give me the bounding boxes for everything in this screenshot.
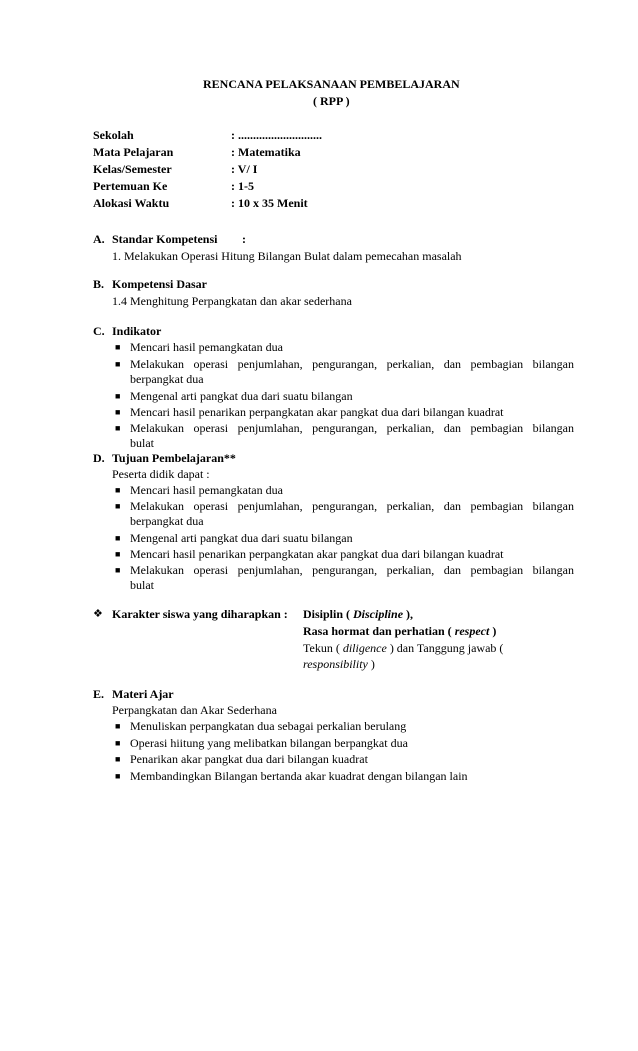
- karakter-value-line: Rasa hormat dan perhatian ( respect ): [303, 624, 497, 638]
- square-bullet-icon: ■: [115, 738, 121, 748]
- section-a-title: Standar Kompetensi: [112, 232, 218, 246]
- karakter-value-line: responsibility ): [303, 657, 375, 671]
- list-item: ■ Mengenal arti pangkat dua dari suatu bilangan: [112, 531, 574, 546]
- square-bullet-icon: ■: [115, 754, 121, 764]
- section-a-letter: A.: [93, 232, 105, 246]
- identity-value: : Matematika: [231, 145, 301, 159]
- identity-label: Pertemuan Ke: [93, 179, 168, 193]
- square-bullet-icon: ■: [115, 407, 121, 417]
- list-item: ■ Melakukan operasi penjumlahan, pengurangan, perkalian, dan pembagian bilangan bulat: [112, 563, 574, 593]
- section-a-colon: :: [242, 232, 246, 246]
- section-e-intro: Perpangkatan dan Akar Sederhana: [112, 703, 277, 717]
- karakter-value-line: Tekun ( diligence ) dan Tanggung jawab (: [303, 641, 504, 655]
- list-item: ■ Menuliskan perpangkatan dua sebagai perkalian berulang: [112, 719, 574, 734]
- section-b-letter: B.: [93, 277, 105, 291]
- list-item: ■ Mencari hasil penarikan perpangkatan akar pangkat dua dari bilangan kuadrat: [112, 547, 574, 562]
- list-item: ■ Penarikan akar pangkat dua dari bilangan kuadrat: [112, 752, 574, 767]
- square-bullet-icon: ■: [115, 485, 121, 495]
- list-item: ■ Melakukan operasi penjumlahan, pengurangan, perkalian, dan pembagian bilangan berpangkat dua: [112, 499, 574, 529]
- list-item: ■ Mencari hasil pemangkatan dua: [112, 340, 574, 355]
- square-bullet-icon: ■: [115, 533, 121, 543]
- section-c-letter: C.: [93, 324, 105, 338]
- identity-label: Alokasi Waktu: [93, 196, 170, 210]
- square-bullet-icon: ■: [115, 342, 121, 352]
- list-item: ■ Membandingkan Bilangan bertanda akar kuadrat dengan bilangan lain: [112, 769, 574, 784]
- identity-label: Sekolah: [93, 128, 134, 142]
- identity-label: Kelas/Semester: [93, 162, 172, 176]
- section-d-title: Tujuan Pembelajaran**: [112, 451, 236, 465]
- list-item: ■ Melakukan operasi penjumlahan, pengurangan, perkalian, dan pembagian bilangan berpangkat dua: [112, 357, 574, 387]
- square-bullet-icon: ■: [115, 549, 121, 559]
- square-bullet-icon: ■: [115, 771, 121, 781]
- square-bullet-icon: ■: [115, 423, 121, 433]
- square-bullet-icon: ■: [115, 565, 121, 575]
- section-b-title: Kompetensi Dasar: [112, 277, 207, 291]
- list-item: ■ Operasi hiitung yang melibatkan bilangan berpangkat dua: [112, 736, 574, 751]
- section-d-letter: D.: [93, 451, 105, 465]
- section-e-title: Materi Ajar: [112, 687, 174, 701]
- section-e-letter: E.: [93, 687, 105, 701]
- list-item: ■ Mencari hasil pemangkatan dua: [112, 483, 574, 498]
- identity-value: : ............................: [231, 128, 322, 142]
- karakter-label: Karakter siswa yang diharapkan :: [112, 607, 288, 621]
- list-item: ■ Mengenal arti pangkat dua dari suatu bilangan: [112, 389, 574, 404]
- diamond-bullet-icon: ❖: [93, 608, 103, 620]
- section-d-intro: Peserta didik dapat :: [112, 467, 210, 481]
- doc-title: RENCANA PELAKSANAAN PEMBELAJARAN: [203, 77, 460, 91]
- list-item: ■ Mencari hasil penarikan perpangkatan akar pangkat dua dari bilangan kuadrat: [112, 405, 574, 420]
- identity-value: : 10 x 35 Menit: [231, 196, 308, 210]
- section-a-item: 1. Melakukan Operasi Hitung Bilangan Bulat dalam pemecahan masalah: [112, 249, 462, 263]
- list-item: ■ Melakukan operasi penjumlahan, pengurangan, perkalian, dan pembagian bilangan bulat: [112, 421, 574, 451]
- identity-value: : V/ I: [231, 162, 258, 176]
- square-bullet-icon: ■: [115, 359, 121, 369]
- identity-value: : 1-5: [231, 179, 254, 193]
- square-bullet-icon: ■: [115, 391, 121, 401]
- square-bullet-icon: ■: [115, 721, 121, 731]
- identity-label: Mata Pelajaran: [93, 145, 174, 159]
- karakter-value-line: Disiplin ( Discipline ),: [303, 607, 414, 621]
- section-b-item: 1.4 Menghitung Perpangkatan dan akar sederhana: [112, 294, 352, 308]
- section-c-title: Indikator: [112, 324, 162, 338]
- square-bullet-icon: ■: [115, 501, 121, 511]
- doc-subtitle: ( RPP ): [313, 94, 350, 108]
